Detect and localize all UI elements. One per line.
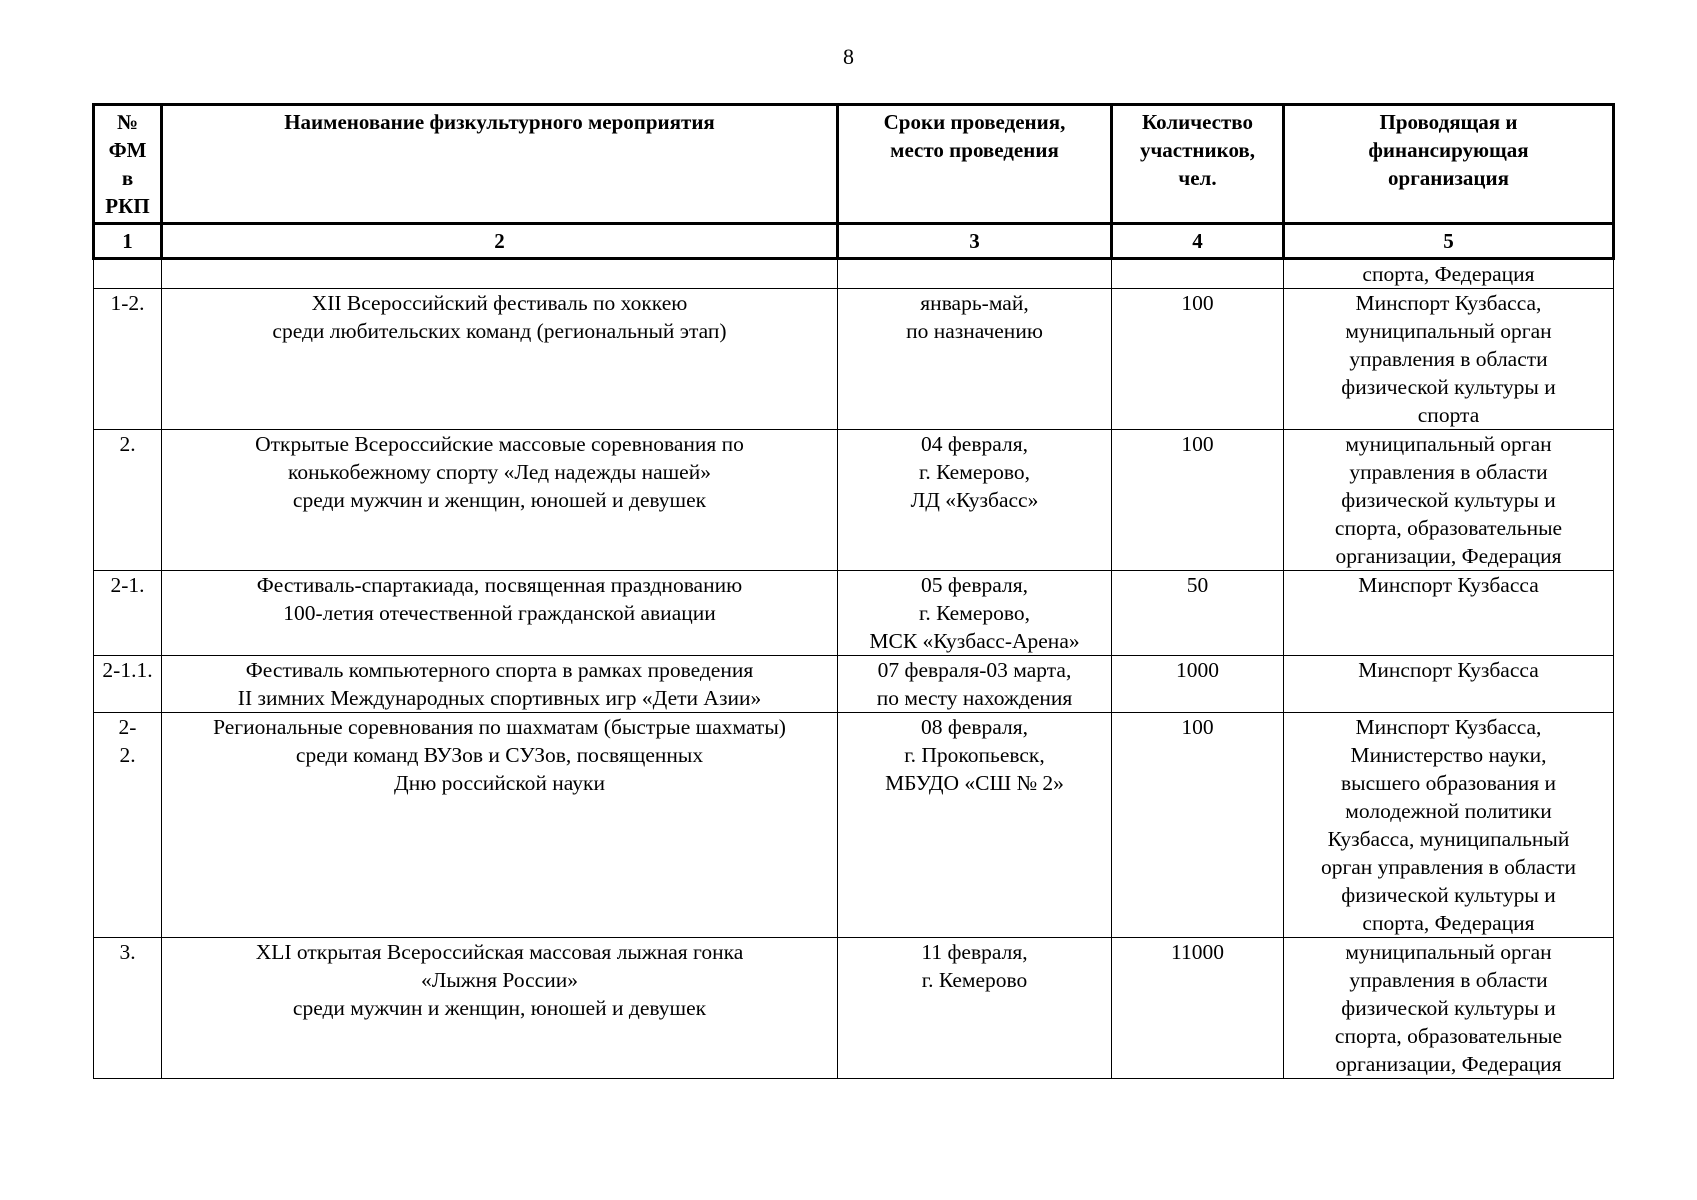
column-number: 1 — [94, 224, 162, 259]
header-row — [94, 105, 1614, 224]
table-row — [94, 938, 1614, 1079]
participants-cell: 100 — [1112, 289, 1284, 430]
table-row — [94, 430, 1614, 571]
dates-place-cell: 08 февраля, г. Прокопьевск, МБУДО «СШ № 2» — [838, 713, 1112, 938]
organization-cell: спорта, Федерация — [1284, 259, 1614, 289]
table-row — [94, 289, 1614, 430]
table-row — [94, 259, 1614, 289]
dates-place-cell: 04 февраля, г. Кемерово, ЛД «Кузбасс» — [838, 430, 1112, 571]
events-table — [92, 103, 1615, 1079]
organization-cell: муниципальный орган управления в области физической культуры и спорта, образовательные организации, Федерация — [1284, 938, 1614, 1079]
fm-number-cell — [94, 259, 162, 289]
table-row — [94, 571, 1614, 656]
header-dates-place: Сроки проведения, место проведения — [838, 105, 1112, 224]
organization-cell: Минспорт Кузбасса, муниципальный орган управления в области физической культуры и спорта — [1284, 289, 1614, 430]
dates-place-cell — [838, 259, 1112, 289]
header-fm-number: № ФМ в РКП — [94, 105, 162, 224]
table-row — [94, 713, 1614, 938]
header-organization: Проводящая и финансирующая организация — [1284, 105, 1614, 224]
event-name-cell: Открытые Всероссийские массовые соревнования по конькобежному спорту «Лед надежды нашей» среди мужчин и женщин, юношей и девушек — [162, 430, 838, 571]
fm-number-cell: 1-2. — [94, 289, 162, 430]
fm-number-cell: 3. — [94, 938, 162, 1079]
fm-number-cell: 2-1. — [94, 571, 162, 656]
participants-cell: 100 — [1112, 430, 1284, 571]
organization-cell: Минспорт Кузбасса — [1284, 571, 1614, 656]
dates-place-cell: 07 февраля-03 марта, по месту нахождения — [838, 656, 1112, 713]
event-name-cell — [162, 259, 838, 289]
table-row — [94, 656, 1614, 713]
fm-number-cell: 2- 2. — [94, 713, 162, 938]
header-participants: Количество участников, чел. — [1112, 105, 1284, 224]
event-name-cell: XLI открытая Всероссийская массовая лыжная гонка «Лыжня России» среди мужчин и женщин, юношей и девушек — [162, 938, 838, 1079]
organization-cell: Минспорт Кузбасса, Министерство науки, высшего образования и молодежной политики Кузбасса, муниципальный орган управления в области физической культуры и спорта, Федерация — [1284, 713, 1614, 938]
dates-place-cell: 11 февраля, г. Кемерово — [838, 938, 1112, 1079]
fm-number-cell: 2-1.1. — [94, 656, 162, 713]
header-event-name: Наименование физкультурного мероприятия — [162, 105, 838, 224]
dates-place-cell: 05 февраля, г. Кемерово, МСК «Кузбасс-Арена» — [838, 571, 1112, 656]
organization-cell: Минспорт Кузбасса — [1284, 656, 1614, 713]
event-name-cell: Фестиваль-спартакиада, посвященная празднованию 100-летия отечественной гражданской авиации — [162, 571, 838, 656]
column-number: 5 — [1284, 224, 1614, 259]
page-number: 8 — [843, 44, 854, 69]
event-name-cell: XII Всероссийский фестиваль по хоккею среди любительских команд (региональный этап) — [162, 289, 838, 430]
participants-cell: 11000 — [1112, 938, 1284, 1079]
event-name-cell: Фестиваль компьютерного спорта в рамках проведения II зимних Международных спортивных игр «Дети Азии» — [162, 656, 838, 713]
column-number-row — [94, 224, 1614, 259]
event-name-cell: Региональные соревнования по шахматам (быстрые шахматы) среди команд ВУЗов и СУЗов, посвященных Дню российской науки — [162, 713, 838, 938]
column-number: 4 — [1112, 224, 1284, 259]
participants-cell: 100 — [1112, 713, 1284, 938]
organization-cell: муниципальный орган управления в области физической культуры и спорта, образовательные организации, Федерация — [1284, 430, 1614, 571]
participants-cell — [1112, 259, 1284, 289]
column-number: 3 — [838, 224, 1112, 259]
fm-number-cell: 2. — [94, 430, 162, 571]
participants-cell: 50 — [1112, 571, 1284, 656]
participants-cell: 1000 — [1112, 656, 1284, 713]
dates-place-cell: январь-май, по назначению — [838, 289, 1112, 430]
column-number: 2 — [162, 224, 838, 259]
